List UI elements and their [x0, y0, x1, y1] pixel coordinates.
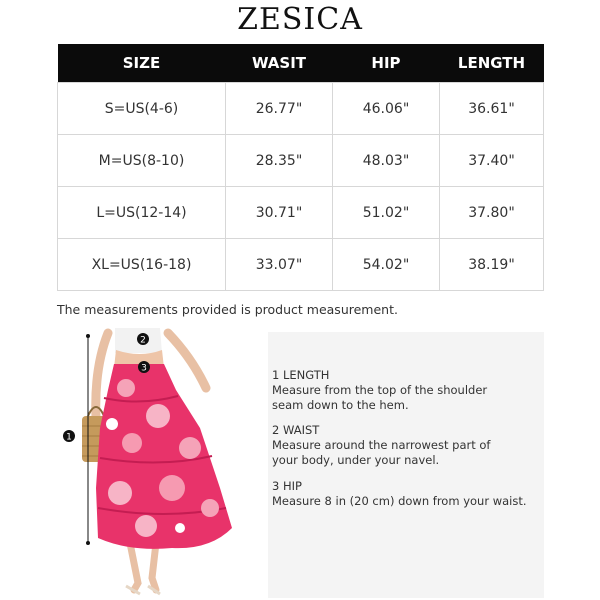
cell-hip: 51.02"	[333, 187, 440, 239]
cell-waist: 26.77"	[226, 83, 333, 135]
cell-length: 37.80"	[440, 187, 544, 239]
header-length: LENGTH	[440, 44, 544, 83]
cell-size: S=US(4-6)	[58, 83, 226, 135]
measurement-guide-panel	[268, 332, 544, 598]
marker-1	[63, 430, 75, 443]
guide-length-title: 1 LENGTH	[272, 368, 330, 382]
guide-length	[272, 368, 487, 413]
table-row	[58, 187, 544, 239]
guide-hip	[272, 479, 527, 509]
header-waist: WASIT	[226, 44, 333, 83]
cell-hip: 54.02"	[333, 239, 440, 291]
table-header-row	[58, 44, 544, 83]
cell-size: M=US(8-10)	[58, 135, 226, 187]
cell-waist: 30.71"	[226, 187, 333, 239]
guide-length-line-1: Measure from the top of the shoulder	[272, 383, 488, 397]
cell-hip: 46.06"	[333, 83, 440, 135]
header-hip: HIP	[333, 44, 440, 83]
brand-logo: ZESICA	[237, 2, 363, 37]
table-row	[58, 83, 544, 135]
guide-waist-title: 2 WAIST	[272, 423, 320, 437]
guide-waist-line-1: Measure around the narrowest part of	[272, 438, 491, 452]
guide-hip-line-1: Measure 8 in (20 cm) down from your waist.	[272, 494, 527, 508]
table-row	[58, 135, 544, 187]
size-chart-table	[57, 44, 544, 291]
measurement-note: The measurements provided is product measurement.	[57, 302, 398, 317]
cell-waist: 33.07"	[226, 239, 333, 291]
marker-2-label: 2	[140, 335, 146, 346]
marker-3-label: 3	[141, 363, 147, 374]
cell-length: 37.40"	[440, 135, 544, 187]
cell-length: 36.61"	[440, 83, 544, 135]
guide-length-line-2: seam down to the hem.	[272, 398, 409, 412]
guide-hip-title: 3 HIP	[272, 479, 302, 493]
guide-waist-line-2: your body, under your navel.	[272, 453, 440, 467]
model-photo	[60, 328, 260, 598]
guide-waist	[272, 423, 490, 468]
marker-1-label: 1	[66, 432, 72, 443]
cell-size: L=US(12-14)	[58, 187, 226, 239]
cell-size: XL=US(16-18)	[58, 239, 226, 291]
cell-hip: 48.03"	[333, 135, 440, 187]
header-size: SIZE	[58, 44, 226, 83]
cell-length: 38.19"	[440, 239, 544, 291]
table-row	[58, 239, 544, 291]
cell-waist: 28.35"	[226, 135, 333, 187]
